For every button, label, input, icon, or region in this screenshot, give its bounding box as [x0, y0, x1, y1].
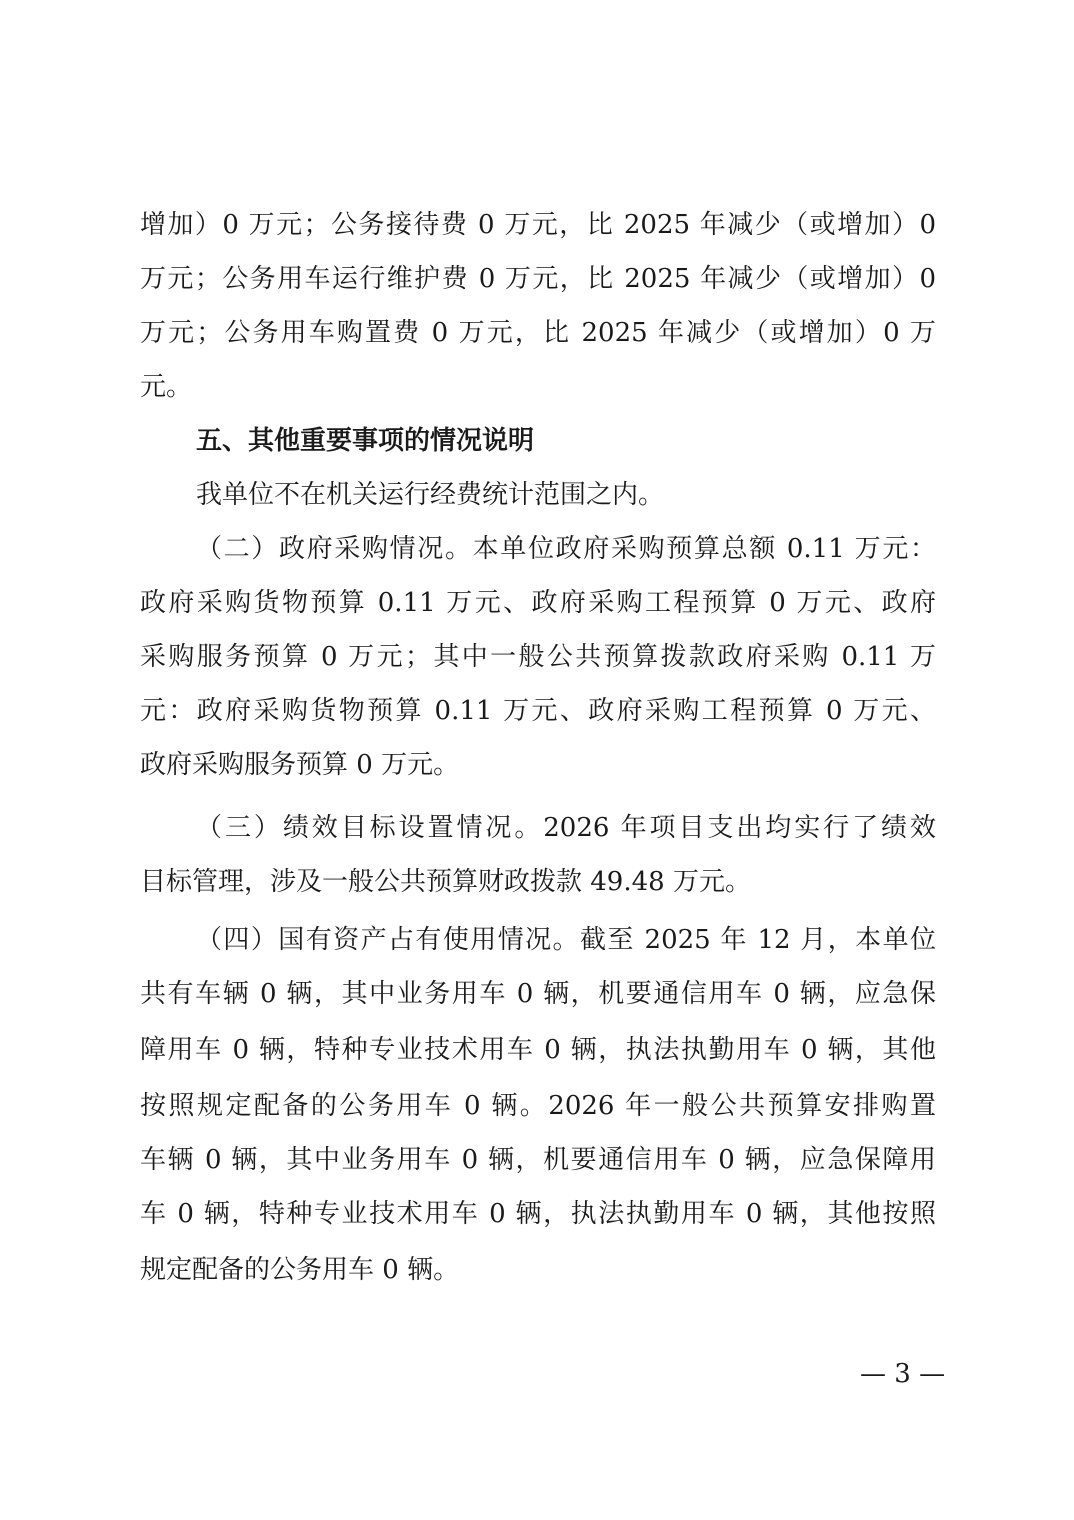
paragraph-line: 元。	[140, 372, 193, 402]
paragraph-line: 政府采购服务预算 0 万元。	[140, 750, 460, 780]
paragraph-line: 规定配备的公务用车 0 辆。	[140, 1255, 460, 1285]
paragraph-line: 障用车 0 辆，特种专业技术用车 0 辆，执法执勤用车 0 辆，其他	[140, 1035, 936, 1065]
paragraph-line: 按照规定配备的公务用车 0 辆。2026 年一般公共预算安排购置	[140, 1091, 936, 1121]
paragraph-line: 共有车辆 0 辆，其中业务用车 0 辆，机要通信用车 0 辆，应急保	[140, 979, 936, 1009]
page-number: — 3 —	[860, 1359, 946, 1389]
paragraph-line: （二）政府采购情况。本单位政府采购预算总额 0.11 万元：	[196, 534, 936, 564]
paragraph-line: 万元；公务用车购置费 0 万元，比 2025 年减少（或增加）0 万	[140, 318, 936, 348]
paragraph-line: 增加）0 万元；公务接待费 0 万元，比 2025 年减少（或增加）0	[140, 210, 936, 240]
section-heading: 五、其他重要事项的情况说明	[196, 426, 535, 456]
paragraph-line: 元：政府采购货物预算 0.11 万元、政府采购工程预算 0 万元、	[140, 696, 936, 726]
paragraph-line: （三）绩效目标设置情况。2026 年项目支出均实行了绩效	[196, 813, 936, 843]
paragraph-line: （四）国有资产占有使用情况。截至 2025 年 12 月，本单位	[196, 925, 936, 955]
paragraph-line: 我单位不在机关运行经费统计范围之内。	[196, 480, 665, 510]
paragraph-line: 车辆 0 辆，其中业务用车 0 辆，机要通信用车 0 辆，应急保障用	[140, 1145, 936, 1175]
paragraph-line: 万元；公务用车运行维护费 0 万元，比 2025 年减少（或增加）0	[140, 264, 936, 294]
paragraph-line: 采购服务预算 0 万元；其中一般公共预算拨款政府采购 0.11 万	[140, 642, 936, 672]
paragraph-line: 车 0 辆，特种专业技术用车 0 辆，执法执勤用车 0 辆，其他按照	[140, 1199, 936, 1229]
paragraph-line: 政府采购货物预算 0.11 万元、政府采购工程预算 0 万元、政府	[140, 588, 936, 618]
paragraph-line: 目标管理，涉及一般公共预算财政拨款 49.48 万元。	[140, 867, 751, 897]
